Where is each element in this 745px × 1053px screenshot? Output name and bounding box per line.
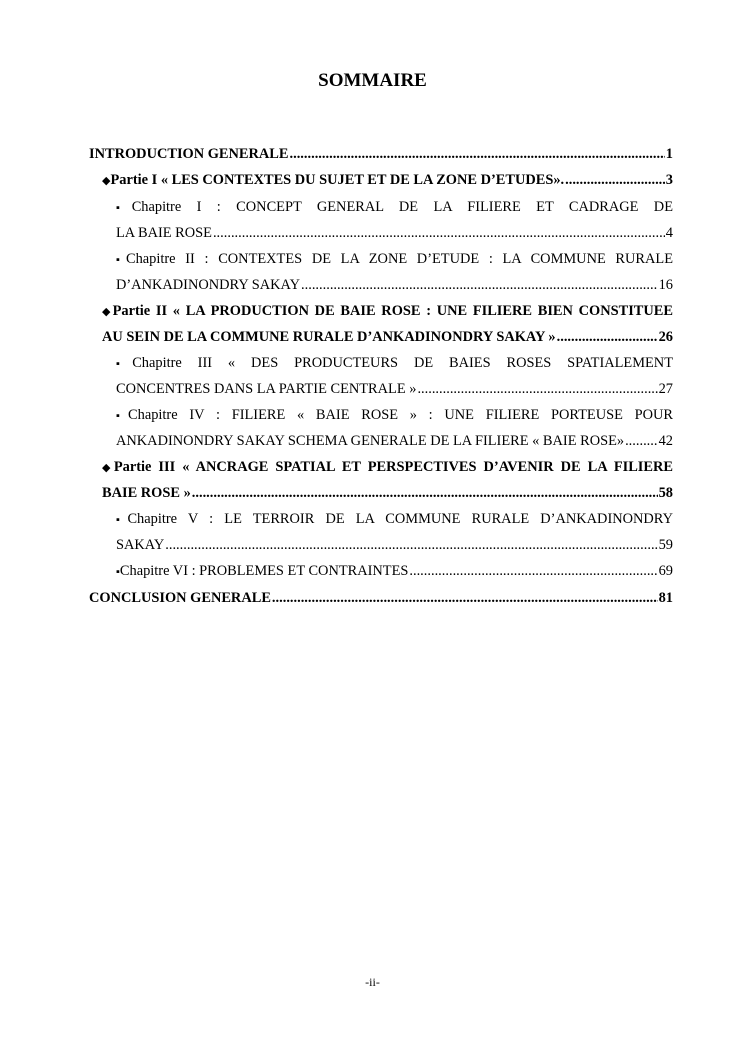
square-bullet-icon: ▪ xyxy=(116,514,128,526)
toc-entry-text: ◆Partie II « LA PRODUCTION DE BAIE ROSE : UNE FILIERE BIEN CONSTITUEE xyxy=(102,303,673,319)
toc-page-number: 27 xyxy=(658,381,673,397)
dot-leader xyxy=(165,532,657,558)
toc-entry[interactable] xyxy=(116,194,673,246)
toc-entry-text: ▪Chapitre II : CONTEXTES DE LA ZONE D’ETUDE : LA COMMUNE RURALE xyxy=(116,251,673,267)
toc-entry-text: INTRODUCTION GENERALE xyxy=(89,146,289,162)
toc-entry[interactable] xyxy=(116,558,673,585)
diamond-bullet-icon: ◆ xyxy=(102,306,113,318)
dot-leader xyxy=(409,558,657,584)
toc-entry-text: ▪Chapitre V : LE TERROIR DE LA COMMUNE RURALE D’ANKADINONDRY xyxy=(116,511,673,527)
toc-entry[interactable] xyxy=(89,585,673,611)
toc-entry[interactable] xyxy=(102,298,673,350)
toc-entry[interactable] xyxy=(116,246,673,298)
toc-page-number: 42 xyxy=(658,433,673,449)
toc-entry-text: D’ANKADINONDRY SAKAY xyxy=(116,277,301,293)
square-bullet-icon: ▪ xyxy=(116,254,126,266)
dot-leader xyxy=(301,272,658,298)
toc-page-number: 81 xyxy=(658,590,673,606)
toc-entry-text: ▪Chapitre IV : FILIERE « BAIE ROSE » : UNE FILIERE PORTEUSE POUR xyxy=(116,407,673,423)
dot-leader xyxy=(192,480,658,506)
dot-leader xyxy=(290,141,665,167)
page-title: SOMMAIRE xyxy=(318,70,427,91)
toc-entry[interactable] xyxy=(116,506,673,558)
toc-entry[interactable] xyxy=(102,454,673,506)
dot-leader xyxy=(272,585,658,611)
toc-entry-text: Chapitre VI : PROBLEMES ET CONTRAINTES xyxy=(119,563,409,579)
toc-page-number: 58 xyxy=(658,485,673,501)
toc-entry-text: CONCLUSION GENERALE xyxy=(89,590,271,606)
toc-entry[interactable] xyxy=(116,350,673,402)
toc-entry-text: SAKAY xyxy=(116,537,165,553)
dot-leader xyxy=(213,220,665,246)
table-of-contents xyxy=(89,141,673,611)
toc-entry-text: ◆Partie III « ANCRAGE SPATIAL ET PERSPECTIVES D’AVENIR DE LA FILIERE xyxy=(102,459,673,475)
toc-page-number: 4 xyxy=(665,225,673,241)
page-number: -ii- xyxy=(365,975,380,989)
dot-leader xyxy=(417,376,657,402)
toc-entry-text: BAIE ROSE » xyxy=(102,485,191,501)
diamond-bullet-icon: ◆ xyxy=(102,175,111,187)
dot-leader xyxy=(565,167,665,193)
dot-leader xyxy=(625,428,658,454)
toc-page-number: 16 xyxy=(658,277,673,293)
toc-page-number: 59 xyxy=(658,537,673,553)
toc-entry-text: ANKADINONDRY SAKAY SCHEMA GENERALE DE LA FILIERE « BAIE ROSE» xyxy=(116,433,625,449)
toc-entry-text: Partie I « LES CONTEXTES DU SUJET ET DE LA ZONE D’ETUDES». xyxy=(110,172,565,188)
diamond-bullet-icon: ◆ xyxy=(102,462,114,474)
toc-entry-text: ▪Chapitre III « DES PRODUCTEURS DE BAIES ROSES SPATIALEMENT xyxy=(116,355,673,371)
toc-entry[interactable] xyxy=(89,141,673,167)
toc-page-number: 3 xyxy=(665,172,673,188)
toc-page-number: 69 xyxy=(658,563,673,579)
toc-entry-text: AU SEIN DE LA COMMUNE RURALE D’ANKADINONDRY SAKAY » xyxy=(102,329,556,345)
dot-leader xyxy=(557,324,658,350)
toc-entry-text: CONCENTRES DANS LA PARTIE CENTRALE » xyxy=(116,381,417,397)
toc-entry-text: LA BAIE ROSE xyxy=(116,225,212,241)
square-bullet-icon: ▪ xyxy=(116,410,129,422)
square-bullet-icon: ▪ xyxy=(116,358,133,370)
toc-page-number: 26 xyxy=(658,329,673,345)
square-bullet-icon: ▪ xyxy=(116,202,132,214)
toc-entry[interactable] xyxy=(102,167,673,194)
toc-entry-text: ▪Chapitre I : CONCEPT GENERAL DE LA FILIERE ET CADRAGE DE xyxy=(116,199,673,215)
toc-page-number: 1 xyxy=(665,146,673,162)
toc-entry[interactable] xyxy=(116,402,673,454)
square-bullet-icon: ▪ xyxy=(116,566,120,578)
